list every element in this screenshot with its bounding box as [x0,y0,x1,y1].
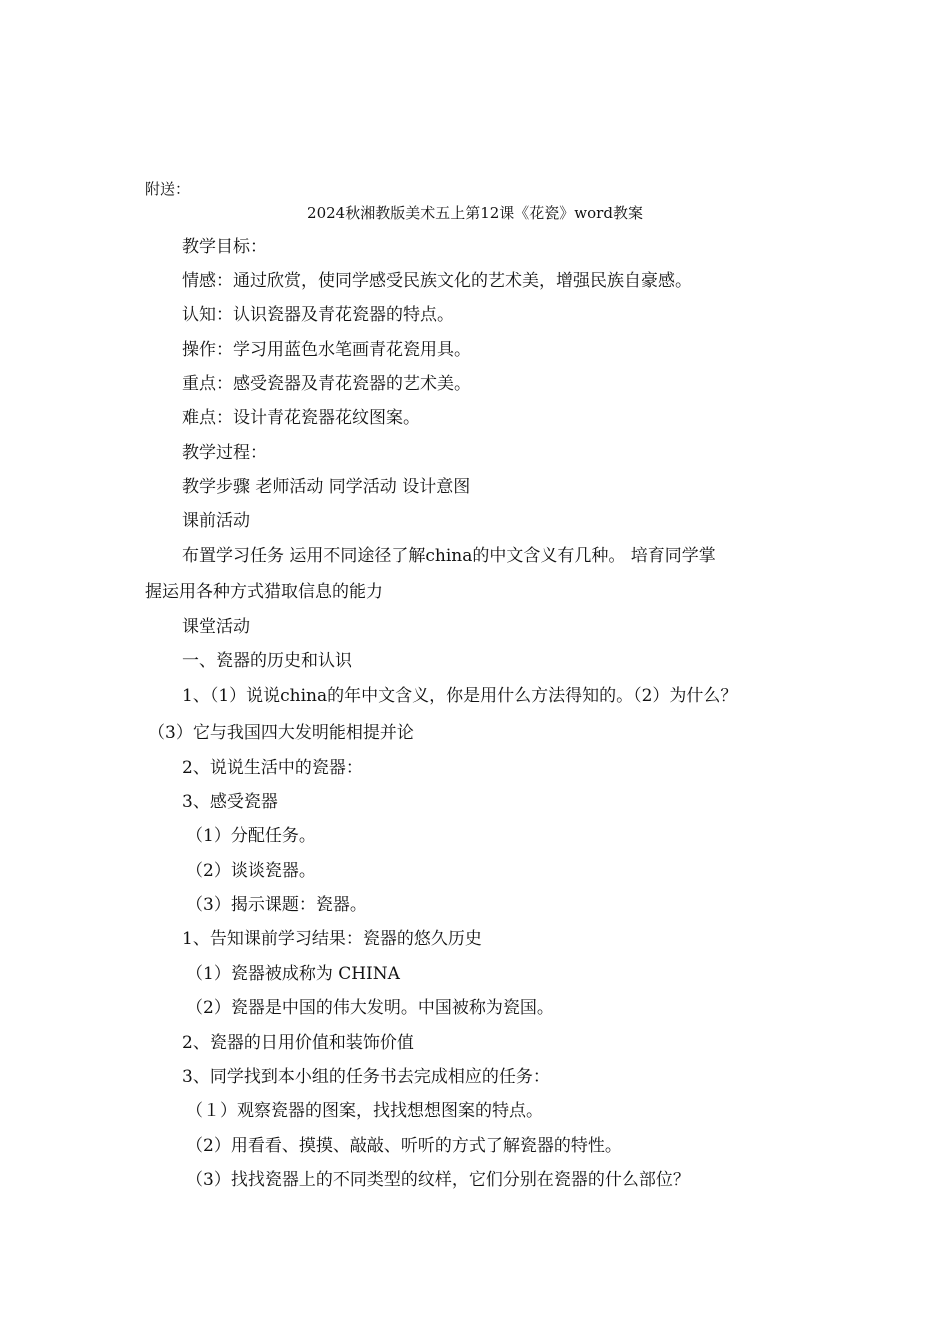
task-sub-senses: （2）用看看、摸摸、敲敲、听听的方式了解瓷器的特性。 [186,1136,622,1156]
assign-task-line: 布置学习任务 运用不同途径了解china的中文含义有几种。 培育同学掌 [182,546,716,566]
section-one-heading: 一、瓷器的历史和认识 [182,651,352,671]
pre-class-activity: 课前活动 [182,511,250,531]
heading-teaching-process: 教学过程： [182,443,267,463]
goal-cognition: 认知：认识瓷器及青花瓷器的特点。 [182,305,454,325]
question-one-line-continued: （3）它与我国四大发明能相提并论 [148,723,414,743]
result-item-one: 1、告知课前学习结果：瓷器的悠久历史 [182,929,482,949]
in-class-activity: 课堂活动 [182,617,250,637]
goal-emotion: 情感：通过欣赏，使同学感受民族文化的艺术美，增强民族自豪感。 [182,271,692,291]
document-title: 2024秋湘教版美术五上第12课《花瓷》word教案 [307,204,643,222]
sub-item-assign: （1）分配任务。 [186,826,316,846]
result-sub-invention: （2）瓷器是中国的伟大发明。中国被称为瓷国。 [186,998,554,1018]
table-header-line: 教学步骤 老师活动 同学活动 设计意图 [182,477,471,497]
heading-teaching-goals: 教学目标： [182,237,267,257]
question-one-line: 1、（1）说说china的年中文含义，你是用什么方法得知的。（2）为什么？ [182,686,738,706]
sub-item-reveal: （3）揭示课题：瓷器。 [186,895,367,915]
key-point: 重点：感受瓷器及青花瓷器的艺术美。 [182,374,471,394]
difficult-point: 难点：设计青花瓷器花纹图案。 [182,408,420,428]
item-three: 3、感受瓷器 [182,792,278,812]
item-two: 2、说说生活中的瓷器： [182,758,363,778]
result-item-two: 2、瓷器的日用价值和装饰价值 [182,1033,414,1053]
goal-operation: 操作：学习用蓝色水笔画青花瓷用具。 [182,340,471,360]
task-sub-patterns: （3）找找瓷器上的不同类型的纹样，它们分别在瓷器的什么部位？ [186,1170,690,1190]
sub-item-talk: （2）谈谈瓷器。 [186,861,316,881]
result-sub-china: （1）瓷器被成称为 CHINA [186,964,400,984]
assign-task-line-continued: 握运用各种方式猎取信息的能力 [145,582,383,602]
result-item-three: 3、同学找到本小组的任务书去完成相应的任务： [182,1067,550,1087]
task-sub-observe: （１）观察瓷器的图案，找找想想图案的特点。 [186,1101,543,1121]
intro-label: 附送： [145,180,191,198]
